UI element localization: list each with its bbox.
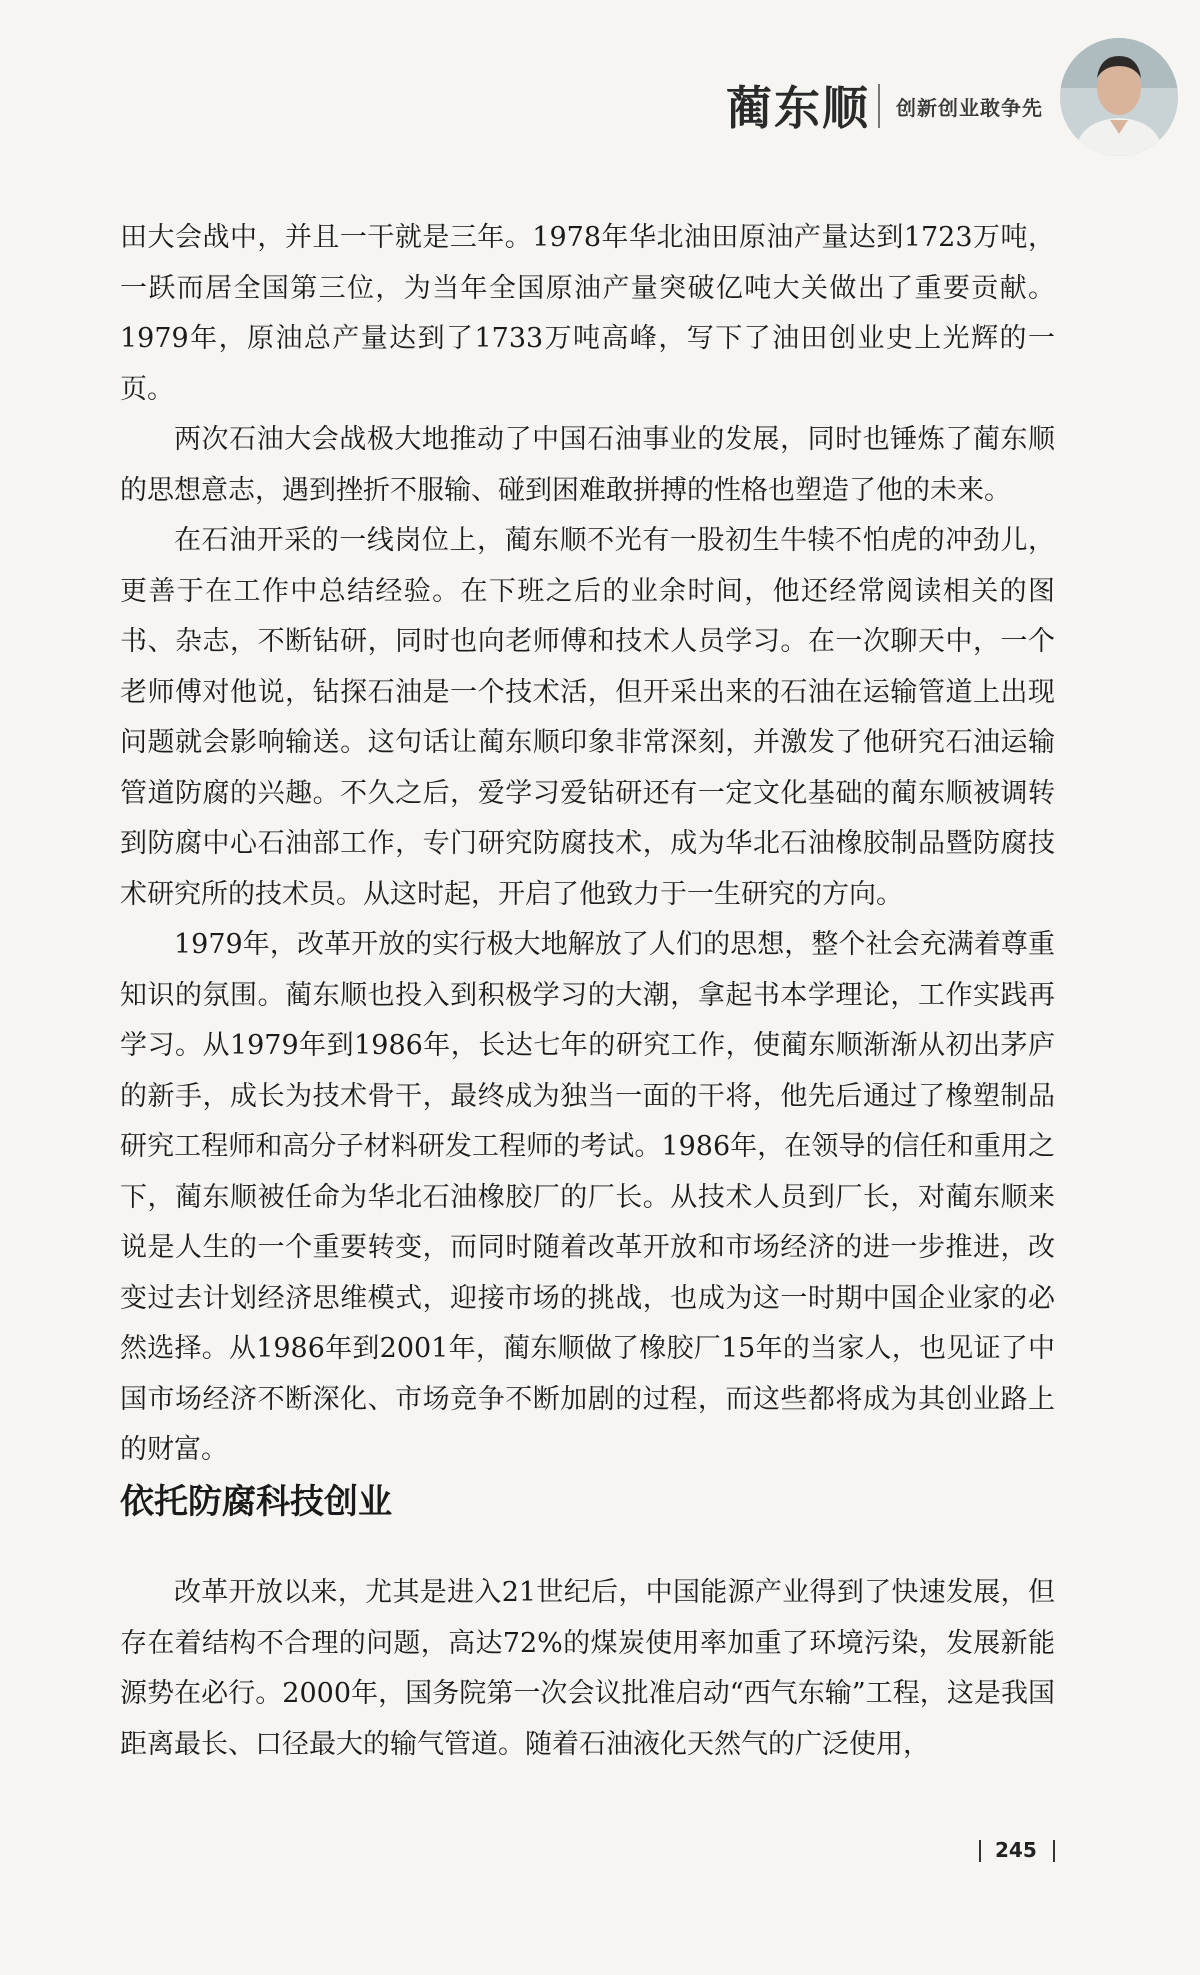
body-text xyxy=(120,213,1055,1476)
paragraph-2: 两次石油大会战极大地推动了中国石油事业的发展，同时也锤炼了蔺东顺的思想意志，遇到挫折不服输、碰到困难敢拼搏的性格也塑造了他的未来。 xyxy=(120,424,1055,506)
page-header xyxy=(0,0,1200,160)
page-number: 245 xyxy=(995,1838,1037,1862)
running-head-slogan: 创新创业敢争先 xyxy=(896,96,1043,120)
section-body xyxy=(120,1568,1055,1770)
section-paragraph: 改革开放以来，尤其是进入21世纪后，中国能源产业得到了快速发展，但存在着结构不合理的问题，高达72%的煤炭使用率加重了环境污染，发展新能源势在必行。2000年，国务院第一次会议批准启动“西气东输”工程，这是我国距离最长、口径最大的输气管道。随着石油液化天然气的广泛使用， xyxy=(120,1577,1055,1760)
person-portrait-icon xyxy=(1060,38,1178,156)
footer-bar-right xyxy=(1053,1840,1055,1862)
footer-bar-left xyxy=(979,1840,981,1862)
paragraph-3: 在石油开采的一线岗位上，蔺东顺不光有一股初生牛犊不怕虎的冲劲儿，更善于在工作中总结经验。在下班之后的业余时间，他还经常阅读相关的图书、杂志，不断钻研，同时也向老师傅和技术人员学习。在一次聊天中，一个老师傅对他说，钻探石油是一个技术活，但开采出来的石油在运输管道上出现问题就会影响输送。这句话让蔺东顺印象非常深刻，并激发了他研究石油运输管道防腐的兴趣。不久之后，爱学习爱钻研还有一定文化基础的蔺东顺被调转到防腐中心石油部工作，专门研究防腐技术，成为华北石油橡胶制品暨防腐技术研究所的技术员。从这时起，开启了他致力于一生研究的方向。 xyxy=(120,525,1055,910)
paragraph-4: 1979年，改革开放的实行极大地解放了人们的思想，整个社会充满着尊重知识的氛围。蔺东顺也投入到积极学习的大潮，拿起书本学理论，工作实践再学习。从1979年到1986年，长达七年的研究工作，使蔺东顺渐渐从初出茅庐的新手，成长为技术骨干，最终成为独当一面的干将，他先后通过了橡塑制品研究工程师和高分子材料研发工程师的考试。1986年，在领导的信任和重用之下，蔺东顺被任命为华北石油橡胶厂的厂长。从技术人员到厂长，对蔺东顺来说是人生的一个重要转变，而同时随着改革开放和市场经济的进一步推进，改变过去计划经济思维模式，迎接市场的挑战，也成为这一时期中国企业家的必然选择。从1986年到2001年，蔺东顺做了橡胶厂15年的当家人，也见证了中国市场经济不断深化、市场竞争不断加剧的过程，而这些都将成为其创业路上的财富。 xyxy=(120,929,1055,1465)
header-divider xyxy=(878,84,880,128)
paragraph-1: 田大会战中，并且一干就是三年。1978年华北油田原油产量达到1723万吨，一跃而居全国第三位，为当年全国原油产量突破亿吨大关做出了重要贡献。1979年，原油总产量达到了1733万吨高峰，写下了油田创业史上光辉的一页。 xyxy=(120,222,1055,405)
running-head-name: 蔺东顺 xyxy=(726,81,870,135)
section-heading: 依托防腐科技创业 xyxy=(120,1482,392,1522)
portrait-drawing xyxy=(1060,38,1178,156)
